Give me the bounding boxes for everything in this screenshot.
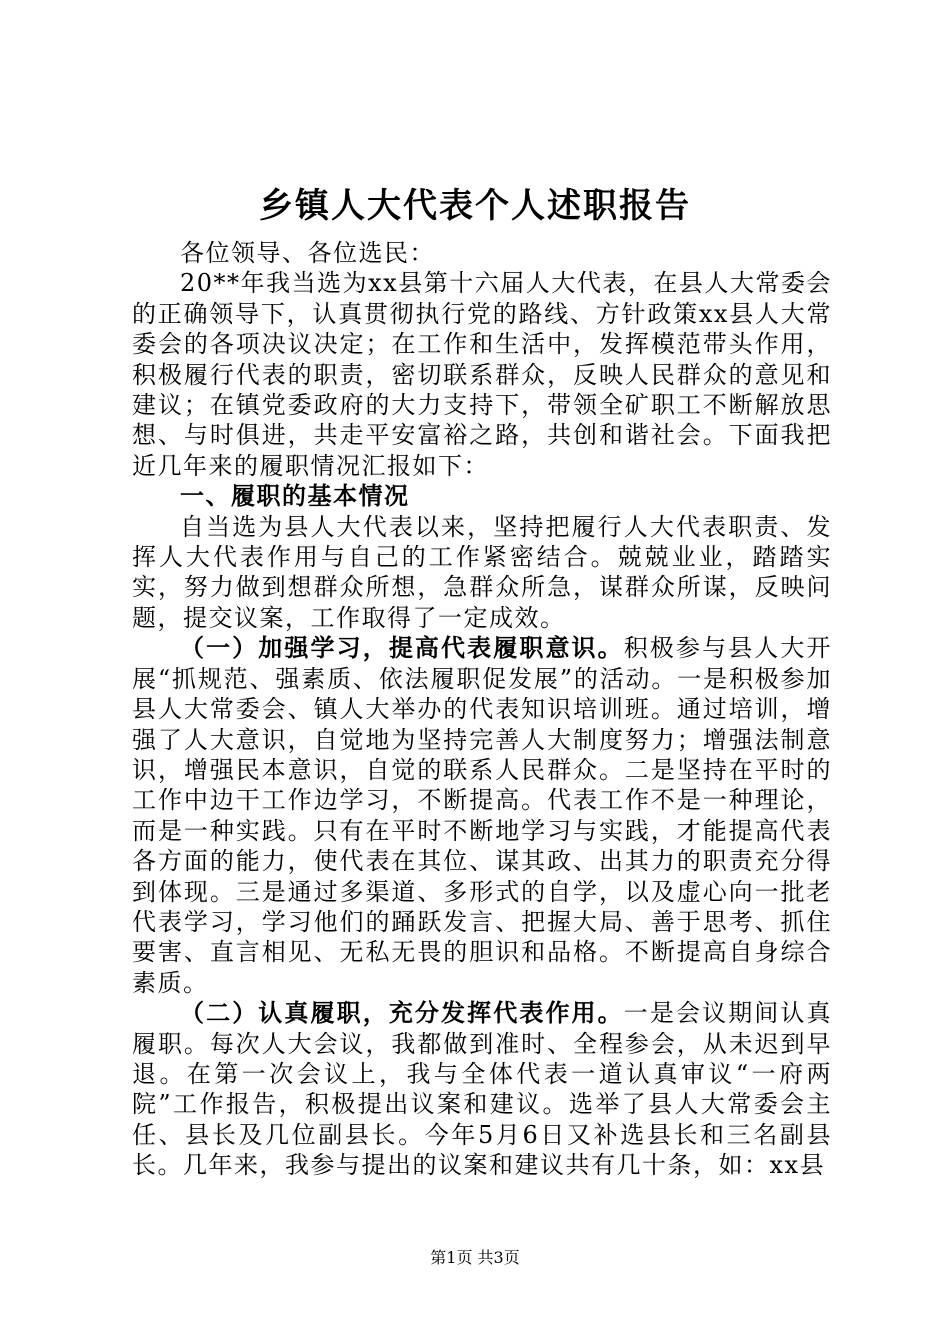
- subsection-text-1: 积极参与县人大开展“抓规范、强素质、依法履职促发展”的活动。一是积极参加县人大常委会、镇人大举办的代表知识培训班。通过培训，增强了人大意识，自觉地为坚持完善人大制度努力；增强法制意识，增强民本意识，自觉的联系人民群众。二是坚持在平时的工作中边干工作边学习，不断提高。代表工作不是一种理论，而是一种实践。只有在平时不断地学习与实践，才能提高代表各方面的能力，使代表在其位、谋其政、出其力的职责充分得到体现。三是通过多渠道、多形式的自学，以及虚心向一批老代表学习，学习他们的踊跃发言、把握大局、善于思考、抓住要害、直言相见、无私无畏的胆识和品格。不断提高自身综合素质。: [132, 634, 833, 997]
- page-footer: 第1页 共3页: [430, 1248, 520, 1267]
- intro-paragraph: 20**年我当选为xx县第十六届人大代表，在县人大常委会的正确领导下，认真贯彻执行党的路线、方针政策xx县人大常委会的各项决议决定；在工作和生活中，发挥模范带头作用，积极履行代表的职责，密切联系群众，反映人民群众的意见和建议；在镇党委政府的大力支持下，带领全矿职工不断解放思想、与时俱进，共走平安富裕之路，共创和谐社会。下面我把近几年来的履职情况汇报如下：: [132, 269, 832, 480]
- document-title: 乡镇人大代表个人述职报告: [259, 186, 691, 226]
- subsection-paragraph-2: [132, 998, 832, 1180]
- section-heading: 一、履职的基本情况: [180, 481, 410, 511]
- subsection-paragraph-1: [132, 633, 832, 998]
- subsection-heading-1: （一）加强学习，提高代表履职意识。: [180, 633, 624, 663]
- section-paragraph: 自当选为县人大代表以来，坚持把履行人大代表职责、发挥人大代表作用与自己的工作紧密结合。兢兢业业，踏踏实实，努力做到想群众所想，急群众所急，谋群众所谋，反映问题，提交议案，工作取得了一定成效。: [132, 512, 832, 632]
- document-body: [132, 238, 832, 1181]
- subsection-heading-2: （二）认真履职，充分发挥代表作用。: [180, 998, 624, 1028]
- salutation: 各位领导、各位选民：: [180, 239, 435, 267]
- subsection-text-2: 一是会议期间认真履职。每次人大会议，我都做到准时、全程参会，从未迟到早退。在第一次会议上，我与全体代表一道认真审议“一府两院”工作报告，积极提出议案和建议。选举了县人大常委会主任、县长及几位副县长。今年5月6日又补选县长和三名副县长。几年来，我参与提出的议案和建议共有几十条，如：xx县: [132, 999, 833, 1180]
